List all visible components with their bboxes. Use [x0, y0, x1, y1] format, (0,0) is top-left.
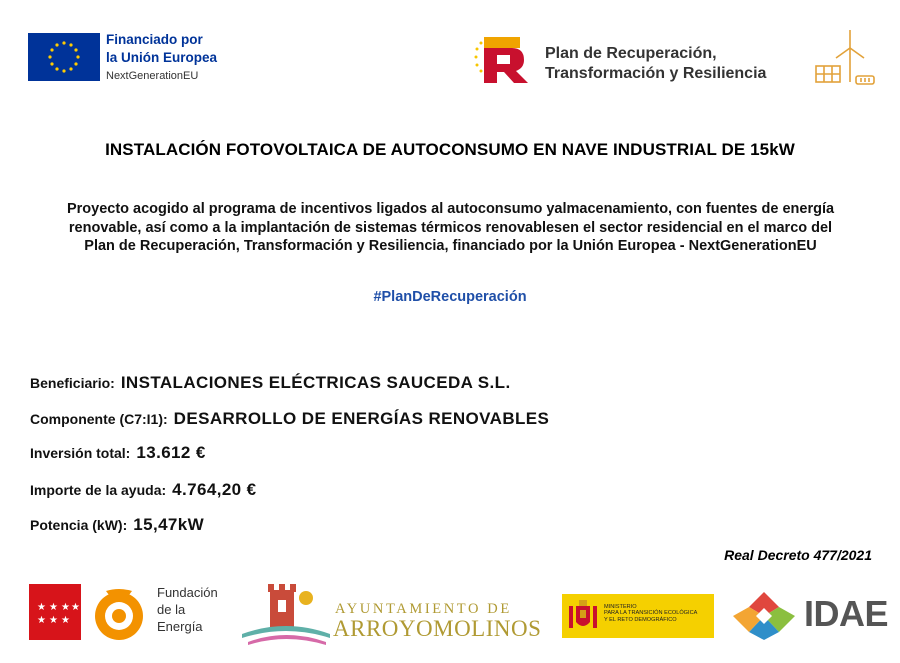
- idae-emblem: [727, 590, 801, 642]
- fde-line-2: de la: [157, 602, 186, 617]
- inversion-label: Inversión total:: [30, 445, 131, 461]
- project-title: INSTALACIÓN FOTOVOLTAICA DE AUTOCONSUMO EN NAVE INDUSTRIAL DE 15kW: [105, 140, 795, 159]
- importe-value: 4.764,20 €: [172, 480, 257, 499]
- hashtag: #PlanDeRecuperación: [373, 289, 527, 305]
- componente-label: Componente (C7:I1):: [30, 411, 168, 427]
- potencia-label: Potencia (kW):: [30, 517, 128, 533]
- fde-line-1: Fundación: [157, 585, 218, 600]
- ayuntamiento-line-2: ARROYOMOLINOS: [333, 616, 542, 641]
- beneficiario-label: Beneficiario:: [30, 375, 115, 391]
- prtr-logo: [472, 31, 532, 85]
- description-line-1: Proyecto acogido al programa de incentivos ligados al autoconsumo yalmacenamiento, con fuentes de energía: [66, 201, 835, 217]
- svg-text:★: ★: [61, 602, 70, 613]
- ministerio-line-3: Y EL RETO DEMOGRÁFICO: [604, 616, 677, 623]
- idae-text: IDAE: [804, 593, 889, 634]
- ministerio-line-2: PARA LA TRANSICIÓN ECOLÓGICA: [604, 610, 698, 617]
- eu-flag-logo: [28, 33, 100, 81]
- svg-text:★: ★: [37, 602, 46, 613]
- prtr-line-1: Plan de Recuperación,: [545, 45, 717, 62]
- fde-line-3: Energía: [157, 619, 203, 634]
- svg-text:★: ★: [37, 615, 46, 626]
- fundacion-energia-text: [157, 584, 218, 635]
- svg-text:★: ★: [61, 615, 70, 626]
- svg-text:★: ★: [49, 615, 58, 626]
- beneficiario-value: INSTALACIONES ELÉCTRICAS SAUCEDA S.L.: [120, 373, 511, 392]
- comunidad-madrid-logo: [29, 584, 81, 640]
- project-description: [28, 200, 873, 256]
- field-potencia: [30, 515, 204, 535]
- prtr-line-2: Transformación y Resiliencia: [545, 65, 767, 82]
- ministerio-line-1: MINISTERIO: [604, 604, 637, 610]
- field-importe: [30, 480, 257, 500]
- eu-line-2: la Unión Europea: [106, 50, 218, 65]
- fundacion-energia-logo: [90, 585, 148, 643]
- solar-wind-icon: [812, 28, 876, 90]
- ministerio-text: [604, 604, 697, 623]
- ayuntamiento-emblem: [242, 578, 330, 646]
- description-line-3: Plan de Recuperación, Transformación y Resiliencia, financiado por la Unión Europea - NextGenerationEU: [84, 238, 817, 254]
- svg-text:★: ★: [71, 602, 80, 613]
- componente-value: DESARROLLO DE ENERGÍAS RENOVABLES: [173, 409, 550, 428]
- spain-coat-of-arms-icon: [566, 598, 600, 634]
- potencia-value: 15,47kW: [133, 515, 205, 534]
- prtr-text: [545, 44, 766, 84]
- field-beneficiario: [30, 373, 511, 393]
- svg-text:★: ★: [49, 602, 58, 613]
- field-componente: [30, 409, 549, 429]
- real-decreto: Real Decreto 477/2021: [724, 547, 872, 563]
- eu-line-3: NextGenerationEU: [106, 70, 199, 82]
- description-line-2: renovable, así como a la implantación de sistemas térmicos renovablesen el sector residencial en el marco del: [68, 219, 833, 236]
- importe-label: Importe de la ayuda:: [30, 482, 167, 498]
- ayuntamiento-line-1: AYUNTAMIENTO DE: [335, 601, 512, 617]
- eu-line-1: Financiado por: [106, 32, 203, 47]
- inversion-value: 13.612 €: [136, 443, 206, 462]
- field-inversion: [30, 443, 206, 463]
- eu-funding-text: [106, 31, 217, 85]
